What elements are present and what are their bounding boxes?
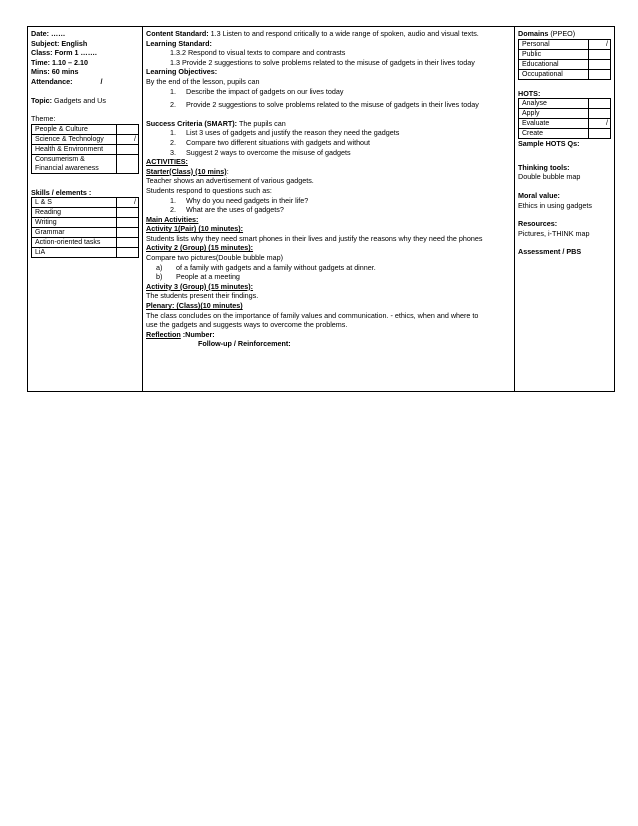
learning-standard-1: 1.3.2 Respond to visual texts to compare and contrasts: [170, 48, 346, 58]
item-letter: b): [156, 272, 163, 282]
hots-row: [519, 129, 611, 139]
theme-table: [31, 124, 139, 174]
criteria-item: [146, 148, 511, 158]
hots-row: [519, 109, 611, 119]
item-letter: a): [156, 262, 163, 272]
date-field: Date: ……: [31, 29, 66, 38]
main-activities-heading: Main Activities:: [146, 214, 199, 224]
skill-tick: [117, 208, 139, 218]
criteria-number: 3.: [170, 147, 176, 157]
domains-heading: [518, 29, 611, 39]
theme-cell: Health & Environment: [32, 144, 117, 154]
activity-1-text: Students lists why they need smart phones in their lives and justify the reasons why they need the phones: [146, 233, 483, 243]
objective-number: 2.: [170, 100, 176, 110]
hots-tick: /: [589, 119, 611, 129]
hots-row: [519, 119, 611, 129]
skills-label: Skills / elements :: [31, 187, 92, 197]
criteria-intro: The pupils can: [237, 118, 286, 128]
criteria-number: 1.: [170, 128, 176, 138]
domain-tick: [589, 59, 611, 69]
sample-hots-heading: Sample HOTS Qs:: [518, 139, 580, 149]
criteria-number: 2.: [170, 137, 176, 147]
skill-row: [32, 218, 139, 228]
plenary-text-2: use the gadgets and suggests ways to overcome the problems.: [146, 320, 348, 330]
skill-cell: L & S: [32, 198, 117, 208]
lesson-meta-column: [515, 27, 615, 392]
starter-text-2: Students respond to questions such as:: [146, 185, 272, 195]
objectives-intro: By the end of the lesson, pupils can: [146, 76, 260, 86]
topic-field: [31, 96, 139, 106]
activity-2-item: [146, 272, 511, 282]
criteria-item: [146, 128, 511, 138]
hots-tick: [589, 99, 611, 109]
hots-cell: Apply: [519, 109, 589, 119]
criteria-text: List 3 uses of gadgets and justify the reason they need the gadgets: [186, 128, 400, 138]
skill-row: [32, 228, 139, 238]
resources-heading: Resources:: [518, 219, 558, 229]
theme-cell: Science & Technology: [32, 134, 117, 144]
question-text: Why do you need gadgets in their life?: [186, 195, 309, 205]
domain-tick: [589, 49, 611, 59]
objective-number: 1.: [170, 86, 176, 96]
activity-3-heading: Activity 3 (Group) (15 minutes):: [146, 281, 254, 291]
moral-value-heading: Moral value:: [518, 190, 560, 200]
followup-line: Follow-up / Reinforcement:: [198, 339, 291, 349]
hots-tick: [589, 129, 611, 139]
lesson-plan-table: [27, 26, 615, 392]
attendance-field: [31, 77, 139, 87]
domain-cell: Occupational: [519, 69, 589, 79]
question-number: 1.: [170, 195, 176, 205]
plenary-text-1: The class concludes on the importance of family values and communication. - ethics, when and where to: [146, 310, 479, 320]
topic-label: Topic:: [31, 95, 53, 105]
objective-item: [146, 87, 511, 97]
item-text: People at a meeting: [176, 272, 240, 282]
thinking-tools-value: Double bubble map: [518, 172, 581, 182]
starter-heading: [146, 167, 511, 177]
theme-tick: [117, 154, 139, 173]
skill-cell: Grammar: [32, 228, 117, 238]
hots-table: [518, 98, 611, 139]
domains-suffix: (PPEO): [548, 29, 576, 38]
hots-cell: Evaluate: [519, 119, 589, 129]
domain-cell: Educational: [519, 59, 589, 69]
domain-row: [519, 69, 611, 79]
reflection-line: [146, 330, 511, 340]
objective-item: [146, 100, 511, 110]
moral-value-text: Ethics in using gadgets: [518, 200, 592, 210]
theme-row: [32, 134, 139, 144]
attendance-mark: /: [100, 76, 103, 86]
content-standard-text: 1.3 Listen to and respond critically to a wide range of spoken, audio and visual texts.: [208, 29, 479, 38]
theme-cell: People & Culture: [32, 124, 117, 134]
criteria-item: [146, 138, 511, 148]
reflection-rest: :Number:: [180, 329, 215, 339]
skill-row: [32, 238, 139, 248]
starter-colon: :: [226, 166, 229, 176]
skills-table: [31, 197, 139, 258]
starter-label: Starter(Class) (10 mins): [146, 166, 227, 176]
lesson-content-column: [143, 27, 515, 392]
skill-tick: [117, 228, 139, 238]
reflection-label: Reflection: [146, 329, 181, 339]
domain-cell: Public: [519, 49, 589, 59]
activity-3-text: The students present their findings.: [146, 291, 259, 301]
skill-cell: Writing: [32, 218, 117, 228]
hots-heading: HOTS:: [518, 88, 541, 98]
starter-question: [146, 205, 511, 215]
resources-value: Pictures, i-THINK map: [518, 228, 590, 238]
question-number: 2.: [170, 205, 176, 215]
skill-tick: /: [117, 198, 139, 208]
content-standard-label: Content Standard:: [146, 29, 209, 38]
attendance-label: Attendance:: [31, 76, 73, 86]
assessment-heading: Assessment / PBS: [518, 247, 582, 257]
question-text: What are the uses of gadgets?: [186, 205, 284, 215]
time-field: Time: 1.10 – 2.10: [31, 57, 89, 67]
skill-tick: [117, 248, 139, 258]
thinking-tools-heading: Thinking tools:: [518, 162, 570, 172]
theme-row: [32, 154, 139, 173]
learning-standard-label: Learning Standard:: [146, 38, 212, 48]
theme-cell: Consumerism & Financial awareness: [32, 154, 117, 173]
domain-tick: [589, 69, 611, 79]
theme-row: [32, 144, 139, 154]
domains-label: Domains: [518, 29, 549, 38]
activities-heading: ACTIVITIES:: [146, 157, 188, 167]
skill-cell: Reading: [32, 208, 117, 218]
activity-2-heading: Activity 2 (Group) (15 minutes):: [146, 243, 254, 253]
content-standard: [146, 29, 511, 39]
hots-cell: Create: [519, 129, 589, 139]
activity-2-item: [146, 263, 511, 273]
domain-cell: Personal: [519, 39, 589, 49]
starter-question: [146, 196, 511, 206]
activity-2-text: Compare two pictures(Double bubble map): [146, 253, 284, 263]
domain-tick: /: [589, 39, 611, 49]
mins-field: Mins: 60 mins: [31, 67, 79, 77]
hots-cell: Analyse: [519, 99, 589, 109]
lesson-info-column: [28, 27, 143, 392]
success-criteria: [146, 119, 511, 129]
domain-row: [519, 39, 611, 49]
item-text: of a family with gadgets and a family without gadgets at dinner.: [176, 262, 376, 272]
skill-cell: Action-oriented tasks: [32, 238, 117, 248]
skill-row: [32, 248, 139, 258]
criteria-label: Success Criteria (SMART):: [146, 118, 238, 128]
criteria-text: Compare two different situations with gadgets and without: [186, 137, 371, 147]
criteria-text: Suggest 2 ways to overcome the misuse of gadgets: [186, 147, 351, 157]
activity-1-heading: Activity 1(Pair) (10 minutes):: [146, 224, 244, 234]
objectives-label: Learning Objectives:: [146, 67, 218, 77]
hots-row: [519, 99, 611, 109]
domain-row: [519, 59, 611, 69]
theme-tick: [117, 144, 139, 154]
class-field: Class: Form 1 …….: [31, 48, 97, 58]
skill-cell: LiA: [32, 248, 117, 258]
skill-tick: [117, 218, 139, 228]
lesson-plan-page: [27, 26, 612, 388]
domains-table: [518, 39, 611, 80]
hots-tick: [589, 109, 611, 119]
plenary-heading: Plenary: (Class)(10 minutes): [146, 301, 243, 311]
starter-text: Teacher shows an advertisement of various gadgets.: [146, 176, 314, 186]
theme-label: Theme:: [31, 114, 56, 124]
skill-row: [32, 198, 139, 208]
subject-field: Subject: English: [31, 38, 88, 48]
domain-row: [519, 49, 611, 59]
skill-tick: [117, 238, 139, 248]
objective-text: Provide 2 suggestions to solve problems related to the misuse of gadgets in their lives today: [186, 100, 479, 110]
topic-value: Gadgets and Us: [52, 95, 106, 105]
objective-text: Describe the impact of gadgets on our lives today: [186, 86, 344, 96]
theme-row: [32, 124, 139, 134]
skill-row: [32, 208, 139, 218]
learning-standard-2: 1.3 Provide 2 suggestions to solve problems related to the misuse of gadgets in their lives today: [170, 57, 475, 67]
theme-tick: /: [117, 134, 139, 144]
theme-tick: [117, 124, 139, 134]
